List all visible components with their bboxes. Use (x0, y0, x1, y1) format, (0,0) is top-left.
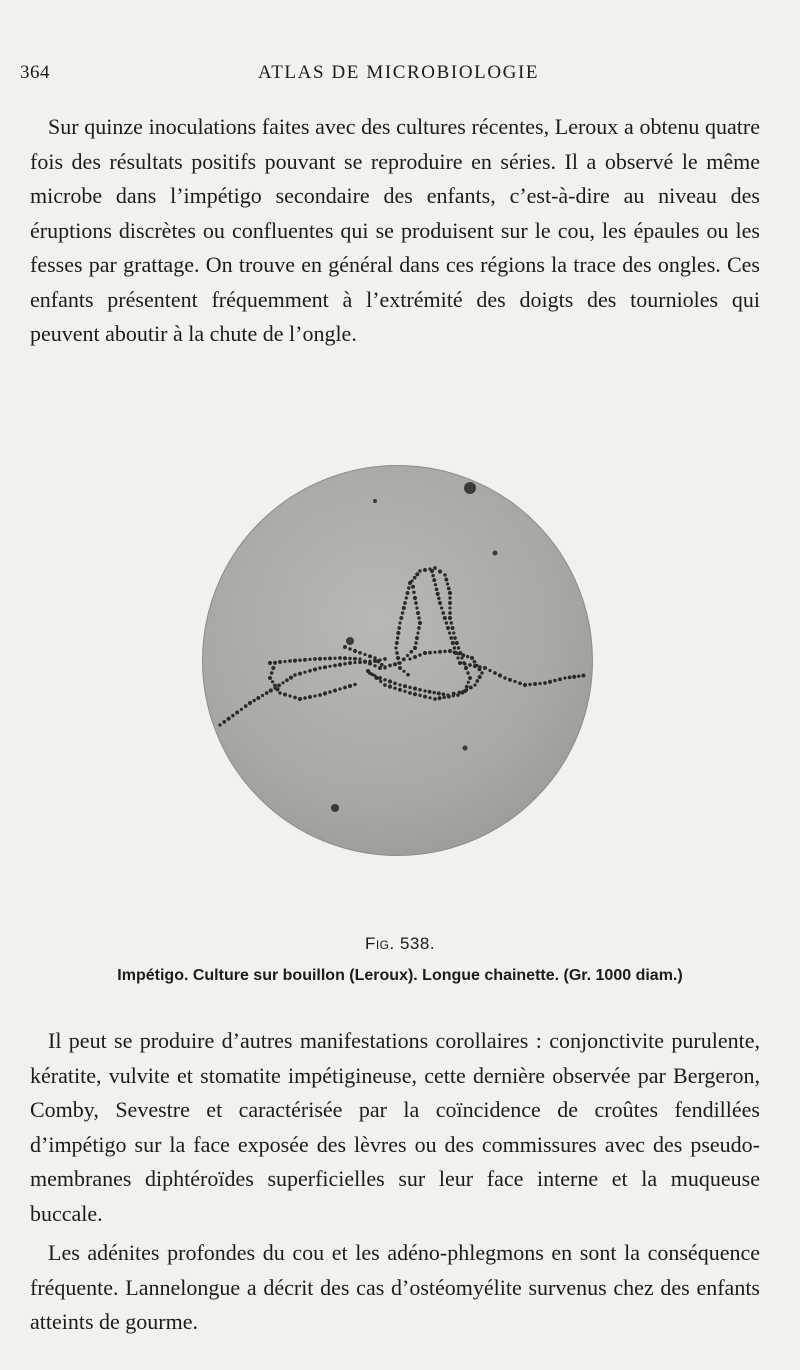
coccus-bead (465, 685, 469, 689)
coccus-bead (432, 691, 435, 694)
coccus-bead (313, 657, 317, 661)
coccus-bead (473, 664, 477, 668)
coccus-bead (388, 685, 392, 689)
running-title: ATLAS DE MICROBIOLOGIE (258, 62, 540, 83)
coccus-bead (453, 646, 456, 649)
coccus-bead (438, 569, 442, 573)
coccus-bead (423, 568, 427, 572)
coccus-bead (338, 687, 341, 690)
coccus-bead (441, 611, 445, 615)
coccus-bead (248, 701, 252, 705)
coccus-bead (235, 710, 239, 714)
coccus-bead (338, 656, 342, 660)
coccus-bead (268, 676, 272, 680)
coccus-bead (275, 687, 279, 691)
coccus-bead (423, 689, 426, 692)
coccus-bead (402, 606, 406, 610)
coccus-bead (371, 673, 374, 676)
cell-cluster (346, 637, 354, 645)
coccus-bead (277, 683, 281, 687)
coccus-bead (415, 572, 419, 576)
coccus-bead (398, 666, 402, 670)
coccus-bead (343, 686, 347, 690)
coccus-bead (379, 680, 382, 683)
coccus-bead (452, 694, 455, 697)
coccus-bead (368, 661, 372, 665)
coccus-bead (577, 674, 580, 677)
coccus-bead (270, 671, 273, 674)
coccus-bead (437, 691, 441, 695)
coccus-bead (333, 664, 337, 668)
coccus-bead (498, 673, 502, 677)
cell-cluster (331, 804, 339, 812)
coccus-bead (443, 573, 446, 576)
coccus-bead (409, 650, 413, 654)
coccus-bead (398, 683, 401, 686)
coccus-bead (414, 641, 417, 644)
coccus-bead (449, 636, 453, 640)
coccus-bead (318, 657, 322, 661)
coccus-bead (288, 694, 291, 697)
coccus-bead (457, 646, 460, 649)
coccus-bead (513, 680, 516, 683)
coccus-bead (395, 641, 399, 645)
coccus-bead (415, 636, 419, 640)
coccus-bead (568, 676, 572, 680)
coccus-bead (348, 661, 352, 665)
coccus-bead (343, 645, 347, 649)
coccus-bead (328, 665, 331, 668)
cell-cluster (464, 482, 476, 494)
coccus-bead (466, 671, 469, 674)
coccus-bead (308, 695, 312, 699)
coccus-bead (265, 691, 269, 695)
coccus-bead (348, 647, 351, 650)
coccus-bead (401, 611, 404, 614)
coccus-bead (478, 675, 482, 679)
coccus-bead (373, 664, 376, 667)
coccus-bead (450, 621, 453, 624)
coccus-bead (308, 669, 312, 673)
coccus-bead (218, 723, 221, 726)
coccus-bead (448, 591, 452, 595)
coccus-bead (414, 601, 418, 605)
coccus-bead (397, 626, 401, 630)
coccus-bead (434, 583, 437, 586)
coccus-bead (363, 659, 367, 663)
coccus-bead (407, 586, 410, 589)
coccus-bead (448, 606, 451, 609)
coccus-bead (470, 656, 474, 660)
coccus-bead (457, 652, 460, 655)
coccus-bead (415, 606, 418, 609)
coccus-bead (318, 666, 321, 669)
coccus-bead (464, 666, 468, 670)
coccus-bead (408, 686, 411, 689)
coccus-bead (413, 687, 417, 691)
coccus-bead (418, 569, 421, 572)
coccus-bead (418, 688, 422, 692)
coccus-bead (467, 681, 470, 684)
coccus-bead (240, 708, 243, 711)
coccus-bead (383, 678, 386, 681)
coccus-bead (393, 686, 396, 689)
coccus-bead (396, 636, 399, 639)
coccus-bead (447, 587, 451, 591)
coccus-bead (488, 669, 491, 672)
coccus-bead (416, 611, 420, 615)
coccus-bead (353, 683, 356, 686)
coccus-bead (227, 717, 231, 721)
coccus-bead (403, 690, 406, 693)
body-paragraph-3: Les adénites profondes du cou et les adéno-phlegmons en sont la conséquence fréquente. Lannelongue a décrit des cas d’ostéomyélite survenus chez des enfants atteints de gourme. (30, 1240, 760, 1334)
coccus-bead (403, 601, 407, 605)
coccus-bead (278, 660, 282, 664)
coccus-bead (411, 585, 415, 589)
coccus-bead (378, 676, 382, 680)
coccus-bead (261, 694, 264, 697)
coccus-bead (406, 654, 409, 657)
coccus-bead (417, 616, 420, 619)
coccus-bead (413, 655, 417, 659)
coccus-bead (460, 690, 464, 694)
coccus-bead (442, 696, 445, 699)
coccus-bead (231, 714, 234, 717)
coccus-bead (393, 681, 397, 685)
coccus-bead (465, 688, 468, 691)
coccus-bead (376, 659, 380, 663)
coccus-bead (548, 680, 552, 684)
coccus-bead (444, 578, 448, 582)
coccus-bead (399, 616, 403, 620)
coccus-bead (397, 661, 400, 664)
coccus-bead (333, 657, 336, 660)
coccus-bead (333, 689, 337, 693)
coccus-bead (442, 692, 446, 696)
coccus-bead (402, 657, 406, 661)
coccus-bead (416, 631, 419, 634)
coccus-bead (468, 663, 472, 667)
coccus-bead (285, 678, 289, 682)
coccus-bead (440, 606, 443, 609)
coccus-bead (432, 578, 436, 582)
coccus-bead (393, 662, 397, 666)
coccus-bead (473, 660, 477, 664)
coccus-bead (269, 688, 273, 692)
coccus-bead (398, 621, 401, 624)
coccus-bead (244, 704, 248, 708)
coccus-bead (303, 696, 306, 699)
coccus-bead (388, 679, 392, 683)
coccus-bead (222, 720, 226, 724)
coccus-bead (463, 662, 466, 665)
coccus-bead (398, 688, 402, 692)
figure-caption: Impétigo. Culture sur bouillon (Leroux). Longue chainette. (Gr. 1000 diam.) (117, 967, 683, 984)
page-number: 364 (20, 62, 50, 83)
coccus-bead (453, 651, 457, 655)
coccus-bead (543, 681, 547, 685)
coccus-bead (373, 656, 376, 659)
coccus-bead (343, 656, 347, 660)
coccus-bead (433, 566, 437, 570)
coccus-bead (353, 649, 357, 653)
coccus-bead (313, 694, 316, 697)
coccus-bead (273, 661, 277, 665)
coccus-bead (538, 682, 541, 685)
coccus-bead (428, 651, 432, 655)
coccus-bead (418, 694, 421, 697)
coccus-bead (518, 681, 522, 685)
cell-cluster (373, 499, 377, 503)
coccus-bead (428, 690, 432, 694)
coccus-bead (468, 676, 472, 680)
coccus-bead (493, 671, 497, 675)
coccus-bead (447, 695, 451, 699)
coccus-bead (456, 693, 460, 697)
coccus-bead (366, 669, 370, 673)
coccus-bead (256, 696, 260, 700)
coccus-bead (478, 665, 481, 668)
coccus-bead (283, 660, 286, 663)
coccus-bead (353, 657, 357, 661)
running-head (0, 62, 800, 92)
coccus-bead (448, 631, 451, 634)
coccus-bead (271, 666, 275, 670)
coccus-bead (433, 651, 436, 654)
coccus-bead (363, 653, 366, 656)
coccus-bead (396, 656, 400, 660)
coccus-bead (375, 676, 379, 680)
coccus-bead (431, 574, 434, 577)
coccus-bead (413, 646, 417, 650)
cell-cluster (493, 551, 498, 556)
coccus-bead (405, 596, 408, 599)
coccus-bead (448, 601, 452, 605)
coccus-bead (308, 658, 311, 661)
coccus-bead (268, 661, 272, 665)
coccus-bead (338, 663, 342, 667)
coccus-bead (523, 683, 527, 687)
coccus-bead (273, 684, 277, 688)
coccus-bead (395, 651, 399, 655)
coccus-bead (408, 691, 412, 695)
coccus-bead (558, 677, 562, 681)
body-paragraph-2: Il peut se produire d’autres manifestations corollaires : conjonctivite purulente, kératite, vulvite et stomatite impétigineuse, cette dernière observée par Bergeron, Comby, Sevestre et caractérisée par la coïncidence de croûtes fendillées d’impétigo sur la face exposée des lèvres ou des commissures avec des pseudo-membranes diphtéroïdes superficielles sur leur face interne et la muqueuse buccale. (30, 1028, 760, 1226)
coccus-bead (328, 656, 332, 660)
micrograph-image (200, 463, 595, 858)
coccus-bead (443, 650, 446, 653)
coccus-bead (452, 631, 455, 634)
coccus-bead (271, 680, 274, 683)
coccus-bead (318, 693, 322, 697)
coccus-bead (298, 658, 301, 661)
coccus-bead (313, 667, 317, 671)
coccus-bead (394, 646, 397, 649)
coccus-bead (383, 657, 387, 661)
coccus-bead (323, 657, 326, 660)
coccus-bead (446, 626, 450, 630)
coccus-bead (456, 656, 459, 659)
coccus-bead (480, 671, 483, 674)
coccus-bead (423, 651, 427, 655)
coccus-bead (406, 591, 410, 595)
coccus-bead (433, 697, 437, 701)
coccus-bead (448, 649, 452, 653)
coccus-bead (448, 596, 451, 599)
coccus-bead (303, 658, 307, 662)
coccus-bead (288, 659, 292, 663)
coccus-bead (396, 631, 400, 635)
coccus-bead (461, 653, 465, 657)
coccus-bead (353, 661, 356, 664)
coccus-bead (528, 683, 531, 686)
coccus-bead (378, 666, 382, 670)
coccus-bead (572, 675, 576, 679)
cell-cluster (463, 746, 468, 751)
coccus-bead (358, 660, 362, 664)
coccus-bead (293, 659, 297, 663)
figure-label: Fig. 538. (364, 934, 436, 953)
coccus-bead (437, 597, 440, 600)
coccus-bead (455, 641, 459, 645)
coccus-bead (436, 592, 440, 596)
coccus-bead (289, 676, 293, 680)
coccus-bead (458, 661, 462, 665)
coccus-bead (448, 616, 452, 620)
coccus-bead (380, 663, 384, 667)
coccus-bead (298, 697, 302, 701)
coccus-bead (418, 621, 422, 625)
coccus-bead (348, 684, 352, 688)
coccus-bead (303, 671, 306, 674)
coccus-bead (293, 696, 297, 700)
coccus-bead (466, 655, 469, 658)
micrograph-figure (200, 463, 595, 858)
coccus-bead (443, 616, 447, 620)
coccus-bead (402, 670, 405, 673)
coccus-bead (475, 679, 479, 683)
coccus-bead (368, 654, 372, 658)
coccus-bead (428, 696, 431, 699)
coccus-bead (445, 621, 448, 624)
coccus-bead (328, 690, 331, 693)
coccus-bead (293, 673, 296, 676)
coccus-bead (281, 681, 284, 684)
coccus-bead (406, 673, 410, 677)
coccus-bead (413, 596, 417, 600)
coccus-bead (563, 676, 566, 679)
coccus-bead (508, 678, 512, 682)
coccus-bead (323, 691, 327, 695)
coccus-bead (418, 653, 421, 656)
coccus-bead (252, 699, 255, 702)
coccus-bead (343, 662, 346, 665)
coccus-bead (408, 581, 412, 585)
coccus-bead (453, 636, 457, 640)
coccus-bead (448, 611, 452, 615)
coccus-bead (446, 582, 449, 585)
coccus-bead (438, 696, 442, 700)
coccus-bead (283, 693, 287, 697)
coccus-bead (403, 684, 407, 688)
coccus-bead (451, 641, 455, 645)
coccus-bead (358, 651, 362, 655)
coccus-bead (438, 601, 442, 605)
coccus-bead (430, 569, 434, 573)
coccus-bead (383, 683, 387, 687)
coccus-bead (278, 691, 281, 694)
coccus-bead (503, 676, 506, 679)
coccus-bead (348, 657, 351, 660)
microscope-field (203, 466, 593, 856)
coccus-bead (413, 576, 417, 580)
coccus-bead (423, 695, 427, 699)
coccus-bead (451, 626, 455, 630)
coccus-bead (413, 692, 417, 696)
coccus-bead (438, 650, 442, 654)
coccus-bead (483, 666, 487, 670)
coccus-bead (358, 657, 361, 660)
coccus-bead (408, 657, 411, 660)
coccus-bead (412, 591, 415, 594)
coccus-bead (383, 666, 386, 669)
coccus-bead (298, 672, 302, 676)
coccus-bead (581, 674, 585, 678)
coccus-bead (323, 665, 327, 669)
coccus-bead (473, 683, 476, 686)
coccus-bead (469, 686, 473, 690)
coccus-bead (553, 679, 556, 682)
coccus-bead (435, 587, 439, 591)
coccus-bead (533, 682, 537, 686)
coccus-bead (417, 626, 421, 630)
body-paragraph-1: Sur quinze inoculations faites avec des cultures récentes, Leroux a obtenu quatre fois des résultats positifs pouvant se reproduire en séries. Il a observé le même microbe dans l’impétigo secondaire des enfants, c’est-à-dire au niveau des éruptions discrètes ou confluentes qui se produisent sur le cou, les épaules ou les fesses par grattage. On trouve en général dans ces régions la trace des ongles. Ces enfants présentent fréquemment à l’extrémité des doigts des tournioles qui peuvent aboutir à la chute de l’ongle. (30, 114, 760, 346)
coccus-bead (388, 664, 392, 668)
